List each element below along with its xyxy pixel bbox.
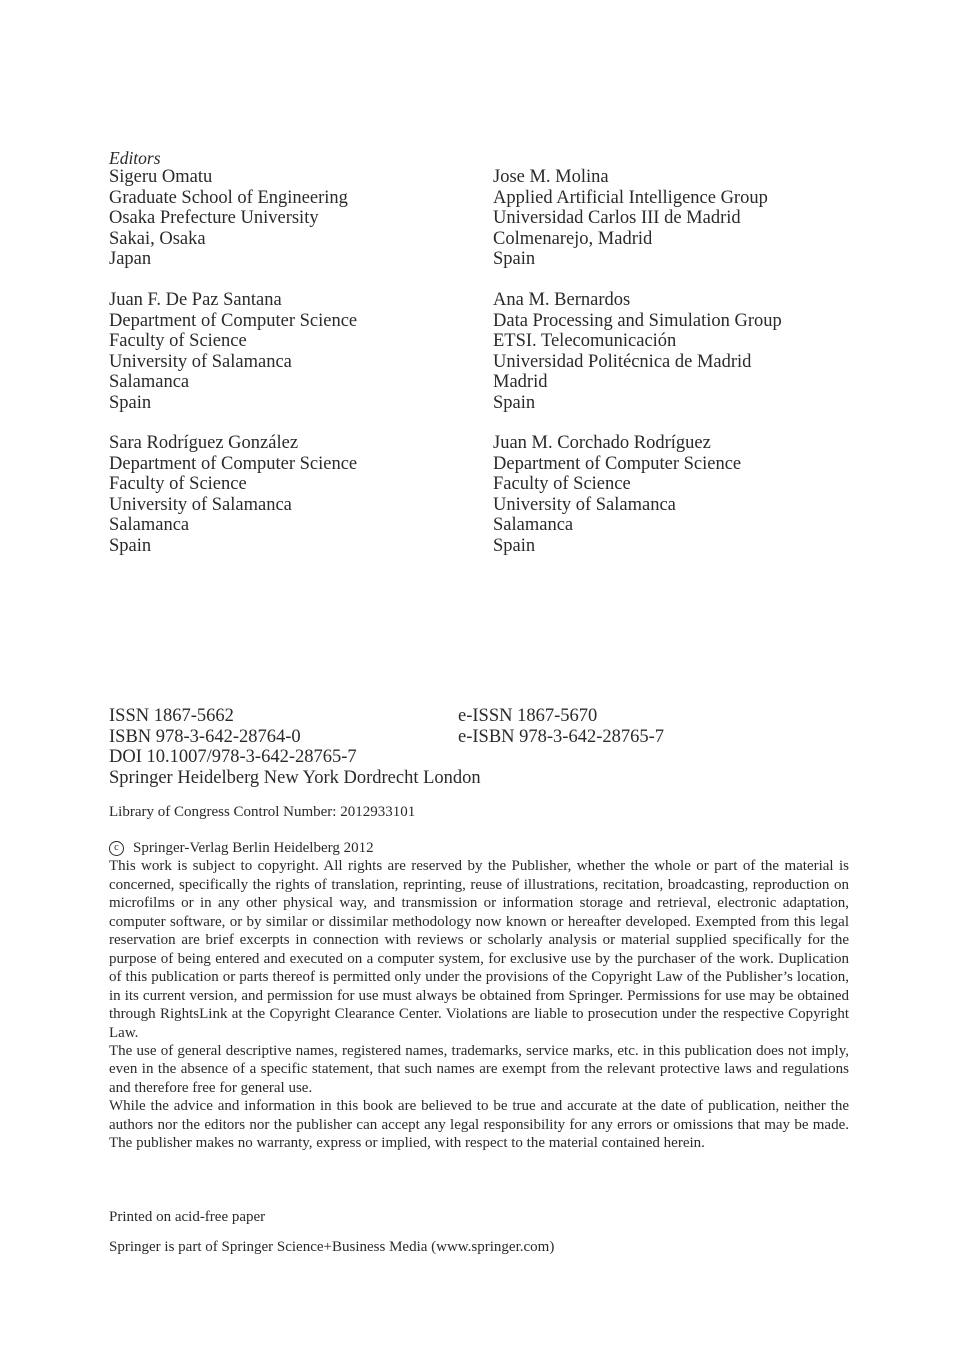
- publisher-locations: Springer Heidelberg New York Dordrecht London: [109, 767, 481, 788]
- editor-entry: [109, 433, 357, 556]
- editor-name: Jose M. Molina: [493, 167, 609, 187]
- editor-city: Sakai, Osaka: [109, 228, 206, 249]
- e-isbn: e-ISBN 978-3-642-28765-7: [458, 726, 665, 747]
- editor-affiliation: Applied Artificial Intelligence Group: [493, 187, 768, 208]
- printed-on-note: Printed on acid-free paper: [109, 1209, 266, 1225]
- editor-city: Madrid: [493, 372, 548, 392]
- editor-entry: [493, 290, 782, 413]
- publication-identifiers: [109, 706, 869, 788]
- issn-row: [109, 706, 869, 727]
- editor-city: Colmenarejo, Madrid: [493, 228, 653, 249]
- editor-department: Department of Computer Science: [109, 453, 358, 474]
- editor-city: Salamanca: [493, 515, 574, 535]
- editor-department: Department of Computer Science: [493, 453, 742, 474]
- editor-entry: [109, 290, 357, 413]
- issn: ISSN 1867-5662: [109, 706, 234, 726]
- disclaimer-paragraph: While the advice and information in this book are believed to be true and accurate at the date of publication, neither the authors nor the editors nor the publisher can accept any legal responsibility for any errors or omissions that may be made. The publisher makes no warranty, express or implied, with respect to the material contained herein.: [109, 1098, 849, 1152]
- editor-affiliation: Graduate School of Engineering: [109, 187, 348, 208]
- editor-name: Juan M. Corchado Rodríguez: [493, 433, 711, 453]
- editors-label: Editors: [109, 148, 161, 168]
- editor-country: Spain: [493, 535, 536, 556]
- editor-city: Salamanca: [109, 515, 190, 535]
- copyright-holder-line: [109, 839, 849, 857]
- editor-school: ETSI. Telecomunicación: [493, 331, 677, 351]
- editor-institution: University of Salamanca: [493, 494, 676, 515]
- editor-name: Sigeru Omatu: [109, 167, 213, 187]
- editor-entry: [109, 167, 348, 270]
- editor-institution: Osaka Prefecture University: [109, 208, 319, 228]
- editor-affiliation: Data Processing and Simulation Group: [493, 310, 782, 331]
- isbn-row: [109, 727, 869, 748]
- editor-country: Spain: [493, 249, 536, 269]
- editor-country: Spain: [493, 392, 536, 413]
- editor-institution: University of Salamanca: [109, 351, 292, 372]
- editor-faculty: Faculty of Science: [109, 474, 247, 494]
- editor-country: Spain: [109, 535, 152, 556]
- editor-department: Department of Computer Science: [109, 310, 358, 331]
- editor-entry: [493, 433, 741, 556]
- editor-name: Juan F. De Paz Santana: [109, 290, 282, 310]
- editor-country: Japan: [109, 249, 152, 269]
- editor-institution: Universidad Carlos III de Madrid: [493, 208, 741, 228]
- copyright-holder: Springer-Verlag Berlin Heidelberg 2012: [133, 840, 374, 856]
- copyright-icon: c: [109, 841, 124, 856]
- editor-faculty: Faculty of Science: [493, 474, 631, 494]
- publisher-note: Springer is part of Springer Science+Business Media (www.springer.com): [109, 1239, 555, 1255]
- editor-institution: University of Salamanca: [109, 494, 292, 515]
- editor-faculty: Faculty of Science: [109, 331, 247, 351]
- copyright-notice: [109, 839, 849, 1153]
- editor-name: Ana M. Bernardos: [493, 290, 631, 310]
- editor-city: Salamanca: [109, 372, 190, 392]
- isbn: ISBN 978-3-642-28764-0: [109, 726, 301, 747]
- doi: DOI 10.1007/978-3-642-28765-7: [109, 747, 357, 767]
- editor-institution: Universidad Politécnica de Madrid: [493, 351, 752, 372]
- trademark-paragraph: The use of general descriptive names, registered names, trademarks, service marks, etc. in this publication does not imply, even in the absence of a specific statement, that such names are exempt from the relevant protective laws and regulations and therefore free for general use.: [109, 1042, 849, 1096]
- e-issn: e-ISSN 1867-5670: [458, 706, 598, 726]
- editor-country: Spain: [109, 392, 152, 413]
- editor-name: Sara Rodríguez González: [109, 433, 299, 453]
- library-of-congress-number: Library of Congress Control Number: 2012933101: [109, 804, 416, 820]
- copyright-paragraph: This work is subject to copyright. All rights are reserved by the Publisher, whether the whole or part of the material is concerned, specifically the rights of translation, reprinting, reuse of illustrations, recitation, broadcasting, reproduction on microfilms or in any other physical way, and transmission or information storage and retrieval, electronic adaptation, computer software, or by similar or dissimilar methodology now known or hereafter developed. Exempted from this legal reservation are brief excerpts in connection with reviews or scholarly analysis or material supplied specifically for the purpose of being entered and executed on a computer system, for exclusive use by the purchaser of the work. Duplication of this publication or parts thereof is permitted only under the provisions of the Copyright Law of the Publisher’s location, in its current version, and permission for use must always be obtained from Springer. Permissions for use may be obtained through RightsLink at the Copyright Clearance Center. Violations are liable to prosecution under the respective Copyright Law.: [109, 858, 849, 1041]
- editor-entry: [493, 167, 768, 270]
